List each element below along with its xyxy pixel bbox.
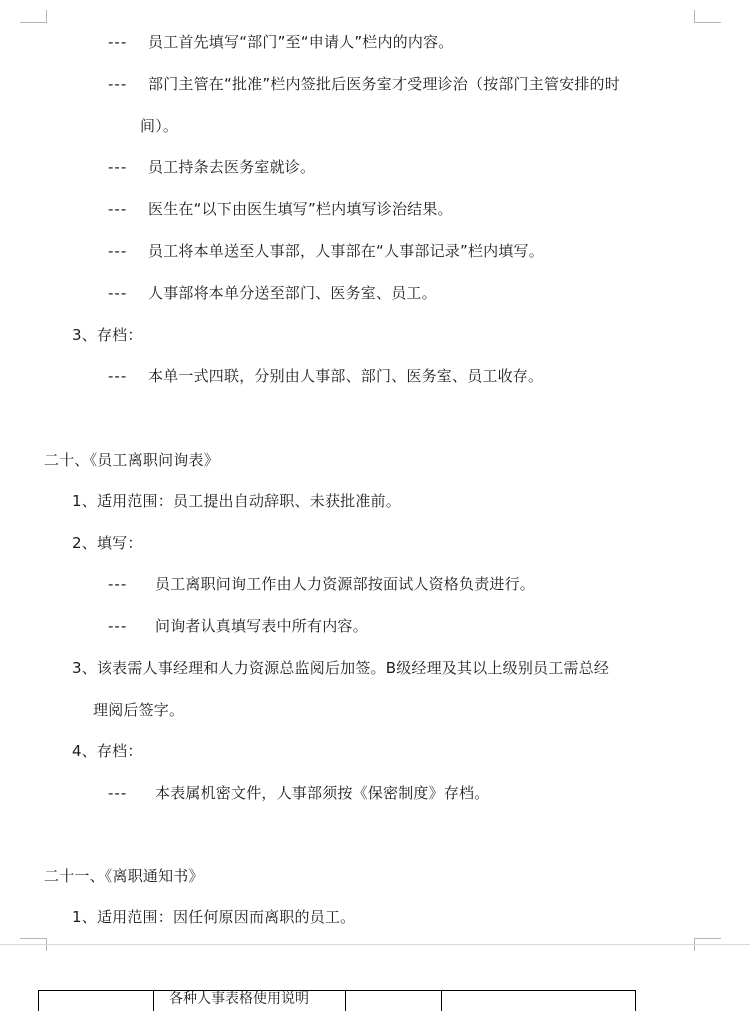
item-text: 本单一式四联，分别由人事部、部门、医务室、员工收存。 bbox=[148, 367, 544, 385]
dash-marker: --- bbox=[108, 75, 128, 93]
next-page-table bbox=[38, 990, 636, 1011]
continuation-line: 理阅后签字。 bbox=[93, 701, 185, 719]
item-text: 部门主管在“批准”栏内签批后医务室才受理诊治（按部门主管安排的时 bbox=[148, 75, 620, 93]
crop-mark-top-left bbox=[20, 10, 47, 23]
dash-marker: --- bbox=[108, 367, 128, 385]
numbered-item: 4、存档： bbox=[72, 742, 143, 760]
dash-item bbox=[108, 199, 453, 219]
item-text: 医生在“以下由医生填写”栏内填写诊治结果。 bbox=[148, 200, 453, 218]
dash-marker: --- bbox=[108, 242, 128, 260]
numbered-item: 3、存档： bbox=[72, 326, 143, 344]
dash-item bbox=[108, 574, 535, 594]
dash-item bbox=[108, 283, 437, 303]
page-break bbox=[0, 944, 750, 945]
dash-item bbox=[108, 366, 543, 386]
dash-item bbox=[108, 157, 315, 177]
item-text: 问询者认真填写表中所有内容。 bbox=[155, 617, 368, 635]
dash-marker: --- bbox=[108, 575, 128, 593]
item-text: 人事部将本单分送至部门、医务室、员工。 bbox=[148, 284, 437, 302]
section-heading: 二十一、《离职通知书》 bbox=[44, 867, 204, 885]
table-cell-text: 各种人事表格使用说明 bbox=[169, 991, 309, 1007]
item-text: 员工离职问询工作由人力资源部按面试人资格负责进行。 bbox=[155, 575, 536, 593]
dash-marker: --- bbox=[108, 617, 128, 635]
item-text: 本表属机密文件，人事部须按《保密制度》存档。 bbox=[155, 784, 490, 802]
dash-item bbox=[108, 616, 368, 636]
item-text: 员工将本单送至人事部，人事部在“人事部记录”栏内填写。 bbox=[148, 242, 544, 260]
item-text: 员工首先填写“部门”至“申请人”栏内的内容。 bbox=[148, 33, 454, 51]
dash-item bbox=[108, 74, 620, 94]
dash-item bbox=[108, 32, 454, 52]
crop-mark-top-right bbox=[694, 10, 721, 23]
numbered-item: 3、该表需人事经理和人力资源总监阅后加签。B级经理及其以上级别员工需总经 bbox=[72, 659, 610, 677]
numbered-item: 1、适用范围：员工提出自动辞职、未获批准前。 bbox=[72, 492, 401, 510]
dash-marker: --- bbox=[108, 158, 128, 176]
table-divider bbox=[441, 991, 442, 1011]
dash-item bbox=[108, 241, 544, 261]
dash-marker: --- bbox=[108, 200, 128, 218]
numbered-item: 2、填写： bbox=[72, 534, 143, 552]
dash-item bbox=[108, 783, 489, 803]
continuation-line: 间）。 bbox=[140, 117, 179, 135]
item-text: 员工持条去医务室就诊。 bbox=[148, 158, 316, 176]
table-divider bbox=[345, 991, 346, 1011]
numbered-item: 1、适用范围：因任何原因而离职的员工。 bbox=[72, 908, 356, 926]
dash-marker: --- bbox=[108, 33, 128, 51]
section-heading: 二十、《员工离职问询表》 bbox=[44, 451, 219, 469]
dash-marker: --- bbox=[108, 284, 128, 302]
dash-marker: --- bbox=[108, 784, 128, 802]
table-divider bbox=[153, 991, 154, 1011]
